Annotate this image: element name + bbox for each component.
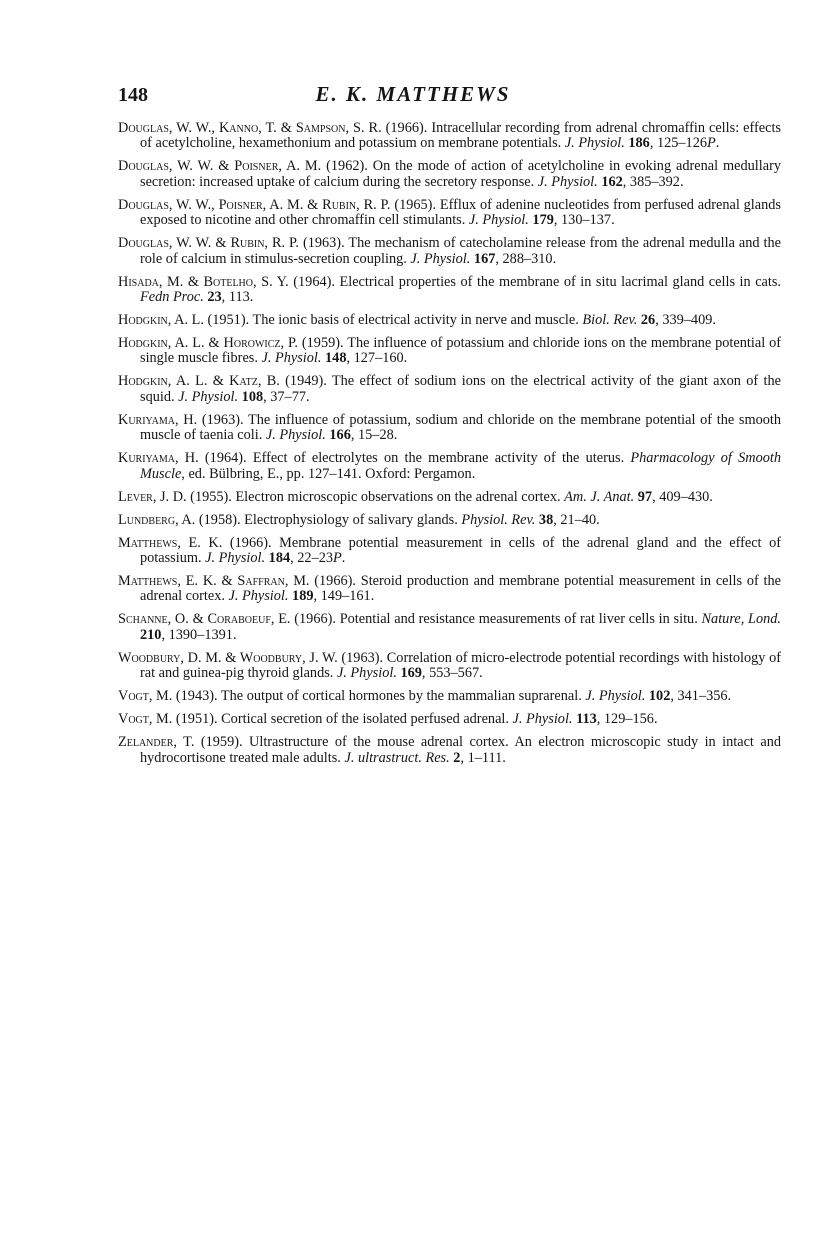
reference-authors: Douglas, W. W. & Poisner, A. M. [118,158,322,175]
reference-authors: Douglas, W. W., Poisner, A. M. & Rubin, R. P. [118,196,391,213]
reference-end: . [712,312,716,329]
reference-volume: 26 [640,312,656,329]
reference-authors: Hodgkin, A. L. & Katz, B. [118,373,280,390]
reference-authors: Hodgkin, A. L. & Horowicz, P. [118,335,298,352]
running-head: E. K. MATTHEWS [315,82,511,106]
reference-end: . [715,135,720,152]
reference-pages: , 385–392 [622,173,680,190]
reference-entry [118,513,781,528]
reference-end: . [249,289,254,306]
reference-suffix: P [333,550,342,567]
reference-volume: 97 [637,488,653,505]
reference-authors: Kuriyama, H. [118,411,198,428]
reference-journal: J. Physiol. [585,688,646,705]
reference-entry [118,121,781,152]
reference-authors: Lundberg, A. [118,511,196,528]
reference-end: . [306,388,310,405]
reference-volume: 210 [140,626,162,643]
reference-journal: Am. J. Anat. [564,488,635,505]
reference-entry [118,336,781,367]
reference-journal: Nature, Lond. [701,611,781,628]
reference-authors: Lever, J. D. [118,488,187,505]
reference-list [118,121,781,774]
reference-text: (1963). The mechanism of catecholamine release from the adrenal medulla and the role of calcium in stimulus-secretion coupling. [140,235,781,267]
reference-authors: Vogt, M. [118,711,173,728]
reference-pages: , 21–40 [553,511,597,528]
reference-volume: 169 [400,665,422,682]
reference-entry [118,574,781,605]
reference-journal: J. Physiol. [336,665,397,682]
reference-text: (1951). The ionic basis of electrical activity in nerve and muscle. [203,312,583,329]
reference-entry [118,236,781,267]
reference-end: . [727,688,732,705]
reference-journal: J. Physiol. [261,350,322,367]
reference-volume: 162 [601,173,623,190]
reference-pages: , 1390–1391 [161,626,233,643]
reference-volume: 38 [538,511,554,528]
reference-journal: J. Physiol. [265,427,326,444]
reference-journal: J. Physiol. [468,212,529,229]
reference-entry [118,735,781,766]
reference-journal: J. Physiol. [512,711,573,728]
reference-end: . [611,212,615,229]
reference-pages: , ed. Bülbring, E., pp. 127–141. Oxford: Pergamon [181,465,472,482]
reference-end: . [679,173,684,190]
reference-text: (1962). On the mode of action of acetylcholine in evoking adrenal medullary secretion: increased uptake of calcium during the secretory response. [140,158,781,190]
reference-authors: Douglas, W. W. & Rubin, R. P. [118,235,299,252]
reference-authors: Hisada, M. & Botelho, S. Y. [118,273,289,290]
reference-text: (1966). Intracellular recording from adrenal chromaffin cells: effects of acetylcholine, hexamethonium and potassium on membrane potentials. [140,120,781,152]
reference-text: (1959). The influence of potassium and chloride ions on the membrane potential of single muscle fibres. [140,335,781,367]
reference-pages: , 130–137 [553,212,612,229]
reference-pages: , 341–356 [670,688,728,705]
page-number: 148 [118,84,148,106]
reference-volume: 166 [329,427,351,444]
reference-journal: J. Physiol. [178,388,239,405]
reference-text: (1943). The output of cortical hormones by the mammalian suprarenal. [172,688,586,705]
reference-text: (1949). The effect of sodium ions on the electrical activity of the giant axon of the squid. [140,373,781,405]
page-header [118,82,708,112]
reference-end: . [596,511,600,528]
reference-end: . [709,488,713,505]
reference-journal: Fedn Proc. [140,289,204,306]
reference-end: . [552,250,557,267]
reference-text: (1965). Efflux of adenine nucleotides from perfused adrenal glands exposed to nicotine and other chromaffin cell stimulants. [140,196,781,229]
reference-text: (1955). Electron microscopic observations on the adrenal cortex. [186,488,565,505]
reference-pages: , 37–77 [263,388,307,405]
reference-end: . [479,665,483,682]
reference-entry [118,689,781,704]
reference-volume: 179 [532,212,554,229]
reference-pages: , 1–111 [460,749,503,766]
reference-volume: 2 [453,749,461,766]
reference-journal: J. Physiol. [228,588,289,605]
reference-pages: , 22–23 [290,550,334,567]
reference-end: . [403,350,408,367]
reference-text: (1966). Membrane potential measurement in cells of the adrenal gland and the effect of potassium. [140,534,782,567]
reference-entry [118,451,781,482]
reference-end: . [502,749,506,766]
reference-pages: , 127–160 [346,350,404,367]
reference-entry [118,536,781,567]
reference-text: (1964). Electrical properties of the membrane of in situ lacrimal gland cells in cats. [288,273,782,290]
reference-text: (1951). Cortical secretion of the isolated perfused adrenal. [172,711,513,728]
reference-end: . [370,588,375,605]
reference-authors: Vogt, M. [118,688,173,705]
reference-pages: , 553–567 [421,665,480,682]
reference-text: (1964). Effect of electrolytes on the membrane activity of the uterus. [198,450,631,467]
reference-entry [118,651,781,682]
reference-authors: Kuriyama, H. [118,450,199,467]
reference-entry [118,712,781,727]
reference-pages: , 113 [221,289,250,306]
reference-authors: Hodgkin, A. L. [118,312,204,329]
reference-volume: 167 [473,250,496,267]
reference-volume: 186 [628,135,650,152]
reference-text: (1958). Electrophysiology of salivary glands. [195,511,462,528]
reference-end: . [232,626,237,643]
reference-end: . [653,711,658,728]
reference-volume: 113 [576,711,597,728]
reference-pages: , 288–310 [495,250,553,267]
reference-entry [118,313,781,328]
reference-journal: Biol. Rev. [582,312,638,329]
reference-pages: , 15–28 [350,427,394,444]
reference-text: (1959). Ultrastructure of the mouse adrenal cortex. An electron microscopic study in intact and hydrocortisone treated male adults. [140,734,781,766]
reference-volume: 23 [207,289,222,306]
reference-end: . [393,427,398,444]
reference-authors: Schanne, O. & Coraboeuf, E. [118,611,291,628]
reference-volume: 184 [268,550,291,567]
reference-volume: 189 [292,588,314,605]
reference-text: (1966). Potential and resistance measurements of rat liver cells in situ. [290,611,702,628]
reference-entry [118,374,781,405]
reference-authors: Matthews, E. K. & Saffran, M. [118,573,310,590]
reference-authors: Matthews, E. K. [118,534,223,551]
reference-text: (1963). Correlation of micro-electrode potential recordings with histology of rat and guinea-pig thyroid glands. [140,649,781,682]
reference-entry [118,198,781,229]
reference-authors: Douglas, W. W., Kanno, T. & Sampson, S. R. [118,120,382,136]
reference-entry [118,490,781,505]
reference-pages: , 409–430 [652,488,710,505]
reference-journal: J. Physiol. [564,135,625,152]
reference-end: . [471,465,476,482]
reference-journal: Pharmacology of Smooth Muscle [140,450,782,482]
reference-entry [118,413,781,444]
reference-pages: , 125–126 [649,135,707,152]
reference-pages: , 339–409 [655,312,713,329]
reference-suffix: P [707,135,716,152]
reference-authors: Zelander, T. [118,734,195,751]
reference-volume: 102 [648,688,671,705]
reference-entry [118,612,781,643]
reference-end: . [341,550,346,567]
reference-volume: 108 [241,388,264,405]
reference-journal: Physiol. Rev. [461,511,536,528]
reference-journal: J. Physiol. [410,250,471,267]
reference-journal: J. ultrastruct. Res. [344,749,450,766]
reference-journal: J. Physiol. [205,550,266,567]
reference-text: (1963). The influence of potassium, sodium and chloride on the membrane potential of the smooth muscle of taenia coli. [140,411,781,444]
reference-pages: , 129–156 [596,711,654,728]
reference-journal: J. Physiol. [537,173,598,190]
reference-authors: Woodbury, D. M. & Woodbury, J. W. [118,649,338,666]
reference-text: (1966). Steroid production and membrane potential measurement in cells of the adrenal cortex. [140,573,781,605]
reference-volume: 148 [325,350,347,367]
reference-pages: , 149–161 [313,588,371,605]
reference-entry [118,275,781,306]
reference-entry [118,159,781,190]
